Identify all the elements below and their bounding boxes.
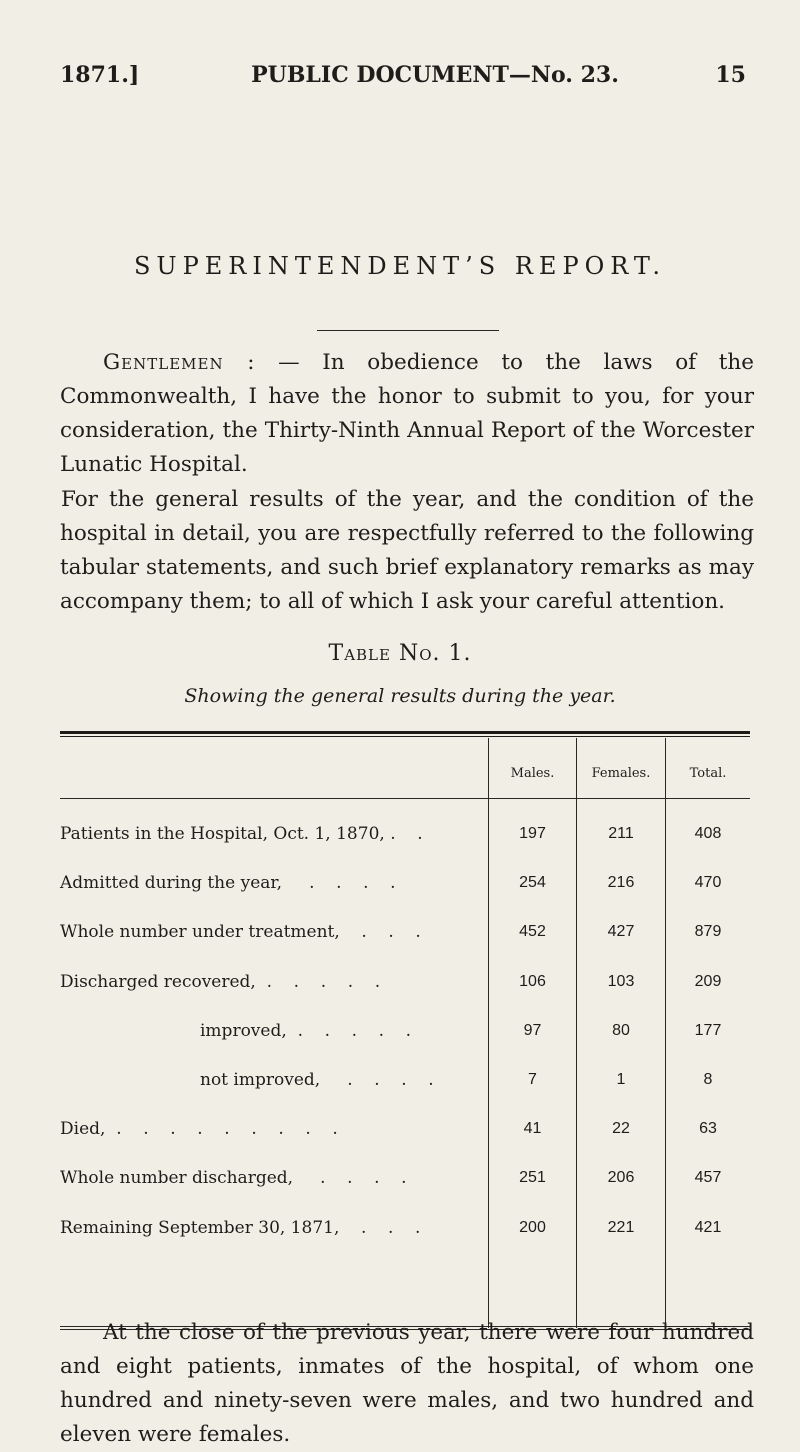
column-header-males: Males. (510, 766, 555, 781)
table-row-label (60, 824, 470, 844)
table-row-label (60, 873, 470, 893)
row-leader-dots: . . . (339, 922, 421, 942)
cell-males: 41 (523, 1120, 542, 1137)
cell-females: 211 (608, 825, 634, 842)
table-row-label (60, 972, 470, 992)
intro-text: — In obedience to the laws of the Commonwealth, I have the honor to submit to you, for your consideration, the Thirty-Ninth Annual Report of the Worcester Lunatic Hospital. (60, 350, 754, 477)
row-leader-dots: . . . . (320, 1070, 434, 1090)
cell-males: 106 (519, 973, 546, 990)
header-rule (60, 798, 750, 799)
row-label-text: Remaining September 30, 1871, (60, 1218, 340, 1238)
table-row-label (60, 922, 470, 942)
row-leader-dots: . . . . (293, 1168, 407, 1188)
table-row-label (60, 1218, 470, 1238)
table-row-label (60, 1021, 470, 1041)
row-label-text: Whole number discharged, (60, 1168, 294, 1188)
column-header-total: Total. (689, 766, 727, 781)
column-header-females: Females. (591, 766, 651, 781)
report-title: SUPERINTENDENT’S REPORT. (133, 252, 667, 280)
table-top-rule-thin (60, 736, 750, 737)
closing-paragraph: At the close of the previous year, there were four hundred and eight patients, inmates of the hospital, of whom one hundred and ninety-seven were males, and two hundred and eleven were females. (60, 1320, 754, 1447)
row-label-text: improved, (200, 1021, 287, 1041)
cell-males: 452 (519, 923, 546, 940)
cell-females: 221 (607, 1219, 635, 1236)
second-paragraph: For the general results of the year, and the condition of the hospital in detail, you are respectfully referred to the following tabular statements, and such brief explanatory remarks as may accompany them; to all of which I ask your careful attention. (60, 487, 754, 614)
cell-females: 103 (607, 973, 635, 990)
cell-males: 7 (528, 1071, 537, 1088)
row-leader-dots: . . . . . (286, 1021, 412, 1041)
table-row-label (60, 1119, 470, 1139)
cell-females: 1 (616, 1071, 626, 1088)
cell-females: 22 (612, 1120, 630, 1137)
cell-males: 200 (519, 1219, 546, 1236)
cell-females: 80 (612, 1022, 630, 1039)
title-rule (317, 330, 499, 331)
intro-paragraph (60, 346, 754, 482)
row-label-text: not improved, (200, 1070, 321, 1090)
table-row-label (60, 1070, 470, 1090)
row-label-text: Admitted during the year, (60, 873, 283, 893)
row-label-text: Patients in the Hospital, Oct. 1, 1870, (60, 824, 385, 844)
table-top-rule (60, 731, 750, 734)
row-leader-dots: . . . . (282, 873, 396, 893)
page-number: 15 (715, 62, 746, 88)
row-label-text: Died, (60, 1119, 106, 1139)
table-row-label (60, 1168, 470, 1188)
cell-males: 197 (519, 825, 546, 842)
row-label-text: Discharged recovered, (60, 972, 256, 992)
header-year: 1871.] (60, 62, 140, 88)
cell-total: 8 (703, 1071, 713, 1088)
cell-total: 209 (694, 973, 722, 990)
cell-females: 216 (607, 874, 635, 891)
cell-total: 879 (694, 923, 722, 940)
row-leader-dots: . . . . . . . . . (105, 1119, 338, 1139)
cell-total: 177 (694, 1022, 722, 1039)
table-caption: Showing the general results during the year. (184, 685, 616, 707)
cell-males: 97 (523, 1022, 542, 1039)
cell-total: 470 (694, 874, 722, 891)
cell-total: 408 (694, 825, 722, 842)
table-number: Table No. 1. (328, 641, 472, 666)
cell-total: 421 (694, 1219, 722, 1236)
cell-total: 457 (694, 1169, 722, 1186)
row-label-text: Whole number under treatment, (60, 922, 340, 942)
cell-males: 254 (519, 874, 546, 891)
cell-males: 251 (519, 1169, 546, 1186)
cell-females: 206 (607, 1169, 635, 1186)
salutation: Gentlemen : (103, 350, 256, 375)
row-leader-dots: . . . . . (255, 972, 381, 992)
cell-females: 427 (607, 923, 635, 940)
cell-total: 63 (699, 1120, 717, 1137)
row-leader-dots: . . . (339, 1218, 421, 1238)
header-title: PUBLIC DOCUMENT—No. 23. (251, 62, 619, 88)
row-leader-dots: . . (384, 824, 423, 844)
